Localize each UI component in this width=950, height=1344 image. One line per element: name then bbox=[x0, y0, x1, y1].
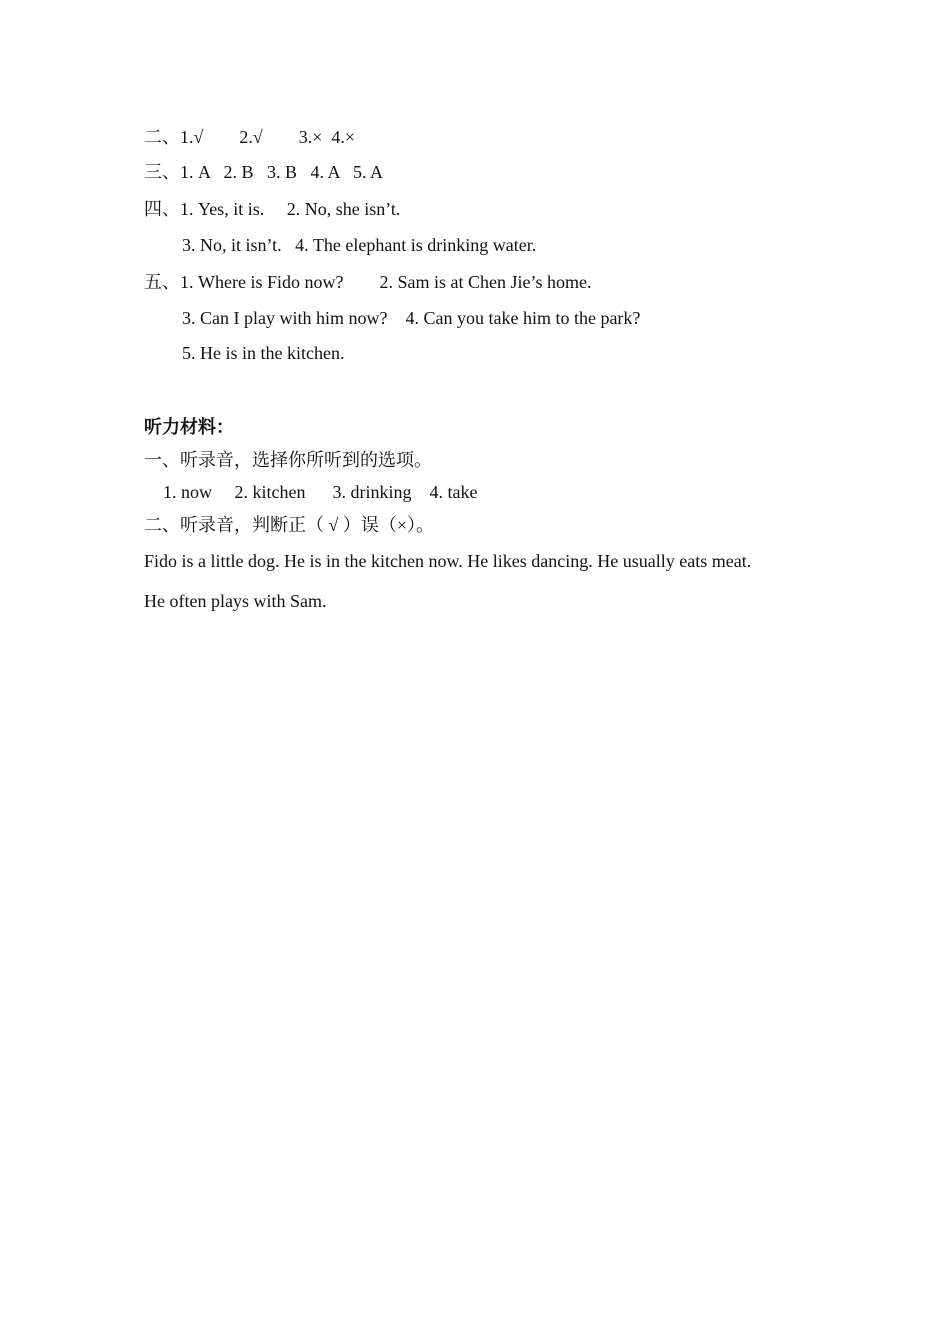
answer-section-4-line-1: 四、1. Yes, it is. 2. No, she isn’t. bbox=[144, 199, 401, 219]
answer-section-5-line-3: 5. He is in the kitchen. bbox=[182, 343, 345, 363]
answer-section-5-line-1: 五、1. Where is Fido now? 2. Sam is at Chen Jie’s home. bbox=[144, 272, 592, 292]
listening-passage-line-2: He often plays with Sam. bbox=[144, 591, 327, 611]
listening-part-1-items: 1. now 2. kitchen 3. drinking 4. take bbox=[163, 482, 478, 502]
answer-section-5-line-2: 3. Can I play with him now? 4. Can you take him to the park? bbox=[182, 308, 641, 328]
listening-passage-line-1: Fido is a little dog. He is in the kitchen now. He likes dancing. He usually eats meat. bbox=[144, 551, 752, 571]
answer-section-2: 二、1.√ 2.√ 3.× 4.× bbox=[144, 127, 356, 147]
listening-heading: 听力材料： bbox=[144, 417, 234, 437]
listening-part-2-title: 二、听录音，判断正（ √ ）误（×）。 bbox=[144, 515, 435, 535]
answer-section-3: 三、1. A 2. B 3. B 4. A 5. A bbox=[144, 162, 384, 182]
listening-part-1-title: 一、听录音，选择你所听到的选项。 bbox=[144, 450, 432, 470]
answer-section-4-line-2: 3. No, it isn’t. 4. The elephant is drinking water. bbox=[182, 235, 537, 255]
